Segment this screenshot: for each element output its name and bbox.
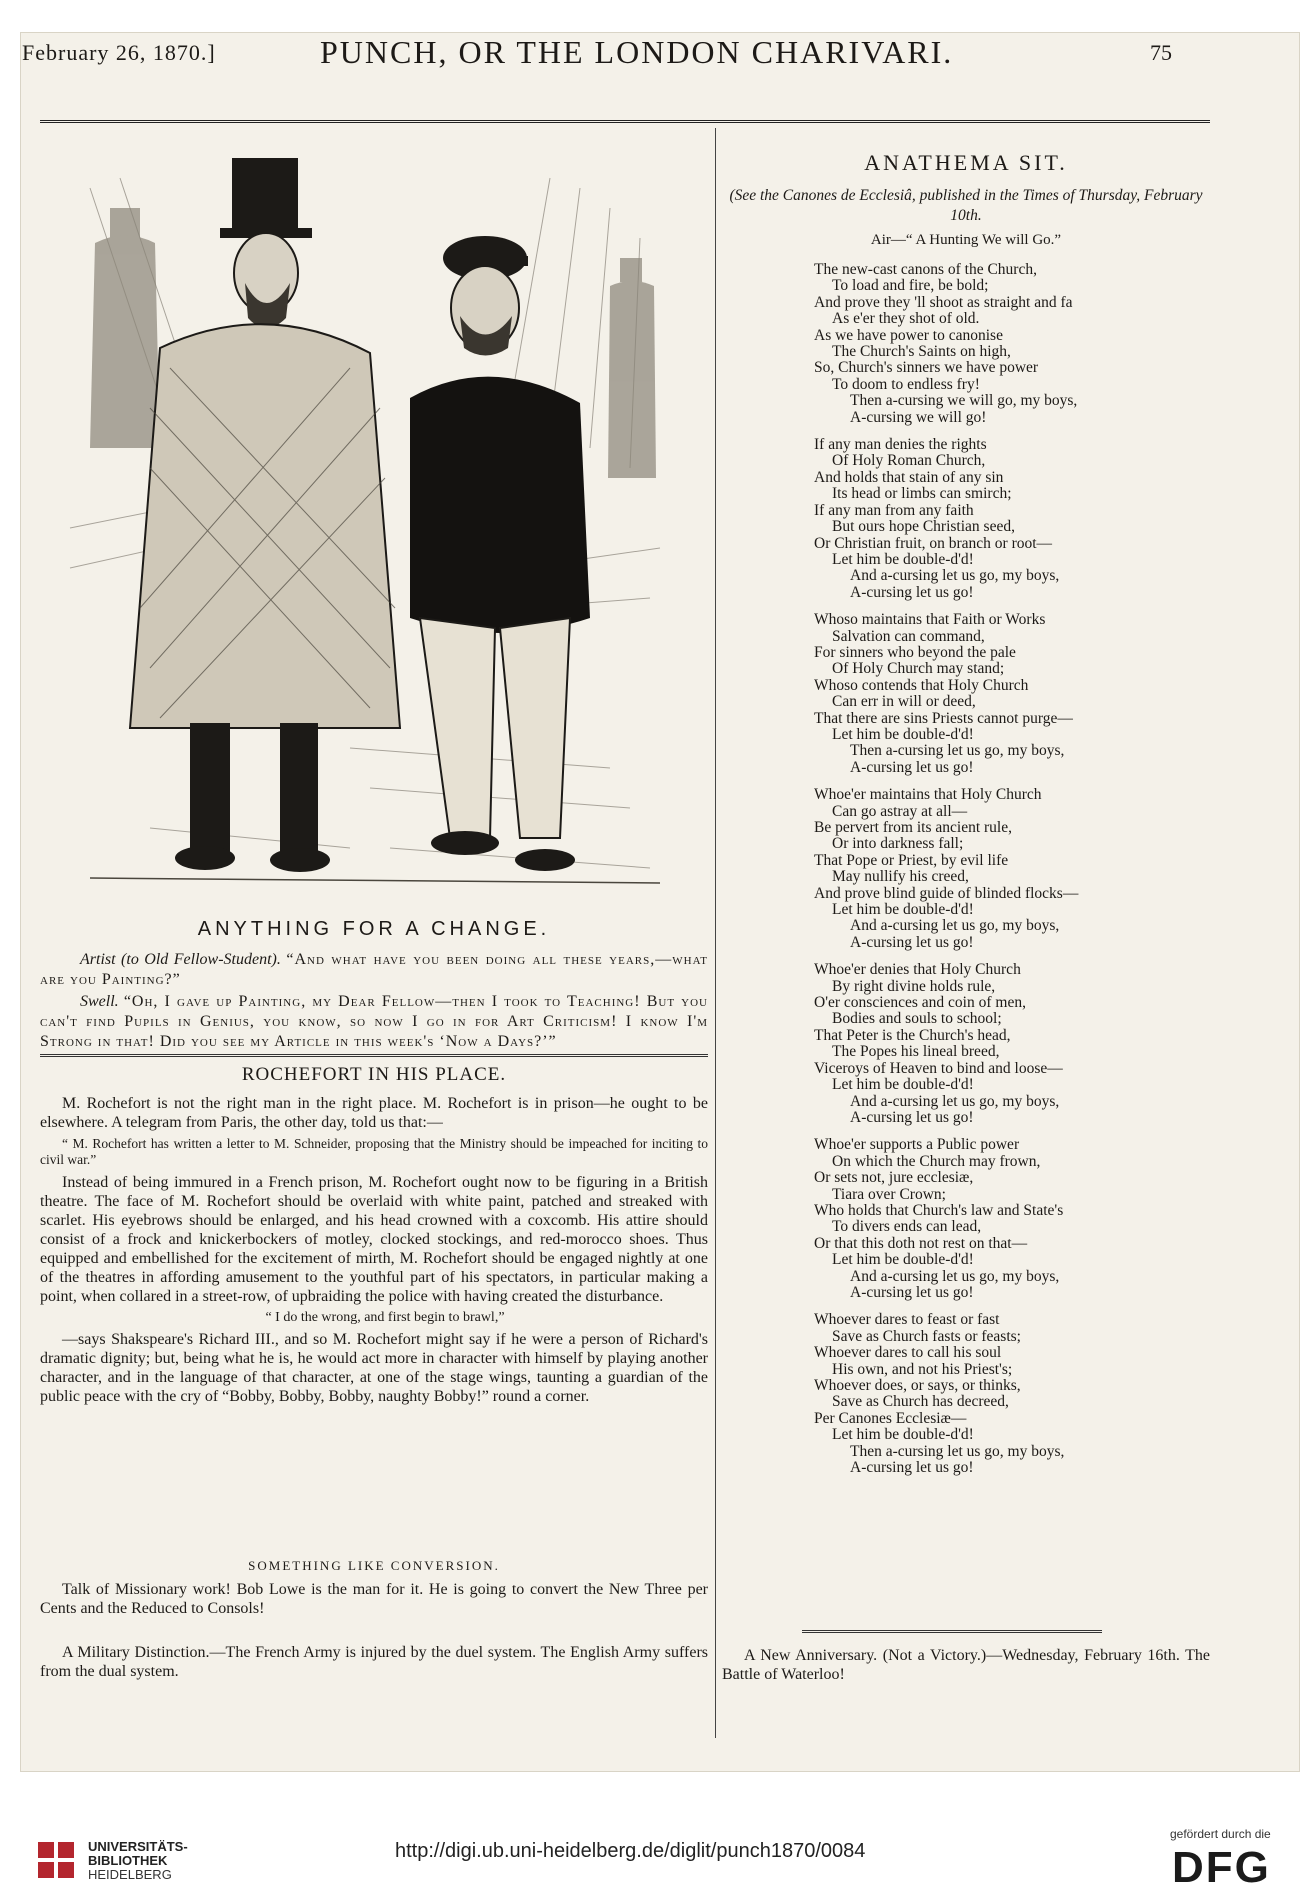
library-name — [88, 1840, 188, 1882]
caption-aside: (to Old Fellow-Student). — [121, 951, 281, 968]
rochefort-para-1: M. Rochefort is not the right man in the right place. M. Rochefort is in prison—he ought to be elsewhere. A telegram from Paris, the other day, told us that:— — [40, 1095, 708, 1131]
poem-line: The Popes his lineal breed, — [832, 1043, 1000, 1061]
poem-line: And a-cursing let us go, my boys, — [850, 1092, 1060, 1110]
poem-line: A-cursing let us go! — [850, 1459, 974, 1477]
rochefort-article — [40, 1094, 708, 1406]
poem-line: Let him be double-d'd! — [832, 725, 974, 743]
rochefort-quote-2: “ I do the wrong, and first begin to brawl,” — [265, 1310, 505, 1325]
poem-line: A-cursing let us go! — [850, 1108, 974, 1126]
poem-line: O'er consciences and coin of men, — [814, 994, 1026, 1012]
poem-line: Be pervert from its ancient rule, — [814, 819, 1012, 836]
poem-stanza — [814, 437, 1204, 601]
poem-line: Can err in will or deed, — [832, 693, 976, 711]
poem-line: Or into darkness fall; — [832, 835, 964, 853]
poem-line: That Pope or Priest, by evil life — [814, 851, 1009, 869]
poem-line: Save as Church fasts or feasts; — [832, 1327, 1021, 1345]
caption-speaker-artist: Artist — [80, 951, 116, 968]
section-rule — [802, 1630, 1102, 1633]
poem-line: Of Holy Church may stand; — [832, 660, 1005, 678]
poem-line: Or that this doth not rest on that— — [814, 1234, 1028, 1252]
poem-stanza — [814, 612, 1204, 776]
poem-line: His own, and not his Priest's; — [832, 1360, 1013, 1378]
poem-stanza — [814, 1137, 1204, 1301]
poem-stanza — [814, 962, 1204, 1126]
poem-line: Whoe'er denies that Holy Church — [814, 961, 1021, 979]
page-number: 75 — [1150, 40, 1172, 65]
cartoon-caption — [40, 950, 708, 1054]
poem-line: And a-cursing let us go, my boys, — [850, 1267, 1060, 1285]
header-rule — [40, 120, 1210, 123]
poem-line: Let him be double-d'd! — [832, 1251, 974, 1269]
poem-line: On which the Church may frown, — [832, 1152, 1041, 1170]
poem-line: A-cursing let us go! — [850, 933, 974, 951]
poem-body — [814, 262, 1204, 1487]
poem-line: A-cursing let us go! — [850, 758, 974, 776]
rochefort-heading: ROCHEFORT IN HIS PLACE. — [241, 1064, 507, 1085]
poem-line: Viceroys of Heaven to bind and loose— — [814, 1059, 1063, 1077]
conversion-heading: SOMETHING LIKE CONVERSION. — [248, 1558, 500, 1573]
anniversary-text: A New Anniversary. (Not a Victory.)—Wednesday, February 16th. The Battle of Waterloo! — [722, 1647, 1210, 1683]
cartoon-engraving — [50, 148, 700, 898]
masthead-title: PUNCH, OR THE LONDON CHARIVARI. — [320, 34, 954, 70]
poem-line: Whoso contends that Holy Church — [814, 676, 1029, 694]
dfg-logo: DFG — [1172, 1843, 1271, 1891]
cartoon-illustration — [50, 148, 700, 898]
poem-line: Who holds that Church's law and State's — [814, 1201, 1064, 1219]
poem-line: Its head or limbs can smirch; — [832, 485, 1012, 503]
poem-line: Or sets not, jure ecclesiæ, — [814, 1169, 974, 1187]
poem-subtitle: (See the Canones de Ecclesiâ, published in the Times of Thursday, February 10th. — [729, 187, 1203, 224]
poem-line: Then a-cursing let us go, my boys, — [850, 1442, 1065, 1460]
poem-line: By right divine holds rule, — [832, 977, 996, 995]
anniversary-item — [722, 1646, 1210, 1684]
poem-line: Then a-cursing we will go, my boys, — [850, 392, 1078, 410]
poem-line: Whoe'er maintains that Holy Church — [814, 786, 1042, 804]
rochefort-quote-1: “ M. Rochefort has written a letter to M. Schneider, proposing that the Ministry should be impeached for inciting to civil war.” — [40, 1136, 708, 1167]
poem-air: Air—“ A Hunting We will Go.” — [870, 232, 1062, 248]
poem-line: Whoever dares to call his soul — [814, 1344, 1002, 1362]
poem-line: Can go astray at all— — [832, 802, 968, 820]
poem-line: Bodies and souls to school; — [832, 1010, 1002, 1028]
poem-line: And prove blind guide of blinded flocks— — [814, 884, 1079, 902]
source-url-link[interactable]: http://digi.ub.uni-heidelberg.de/diglit/punch1870/0084 — [395, 1840, 866, 1862]
poem-line: But ours hope Christian seed, — [832, 518, 1015, 536]
military-item — [40, 1643, 708, 1681]
poem-line: The new-cast canons of the Church, — [814, 261, 1037, 278]
poem-line: To load and fire, be bold; — [832, 277, 989, 295]
military-text: A Military Distinction.—The French Army is injured by the duel system. The English Army suffers from the dual system. — [40, 1644, 708, 1680]
poem-line: A-cursing let us go! — [850, 583, 974, 601]
poem-line: Per Canones Ecclesiæ— — [814, 1409, 967, 1427]
rochefort-para-3: —says Shakspeare's Richard III., and so M. Rochefort might say if he were a person of Richard's dramatic dignity; but, being what he is, he would act more in character with himself by playing another character, and in the language of that character, at one of the stage wings, taunting a guardian of the public peace with the cry of “Bobby, Bobby, Bobby, naughty Bobby!” round a corner. — [40, 1331, 708, 1405]
poem-line: That Peter is the Church's head, — [814, 1026, 1011, 1044]
poem-line: Let him be double-d'd! — [832, 901, 974, 919]
poem-line: Whoever does, or says, or thinks, — [814, 1377, 1021, 1394]
poem-line: A-cursing we will go! — [850, 408, 987, 426]
poem-line: Of Holy Roman Church, — [832, 452, 986, 470]
poem-line: A-cursing let us go! — [850, 1283, 974, 1301]
poem-line: Whoso maintains that Faith or Works — [814, 611, 1046, 629]
column-divider — [715, 128, 716, 1738]
poem-line: As e'er they shot of old. — [832, 310, 980, 328]
poem-line: And prove they 'll shoot as straight and fa — [814, 293, 1073, 311]
poem-line: Save as Church has decreed, — [832, 1393, 1009, 1411]
rochefort-para-2: Instead of being immured in a French prison, M. Rochefort ought now to be figuring in a British theatre. The face of M. Rochefort should be overlaid with white paint, patched and streaked with scarlet. His eyebrows should be enlarged, and his head crowned with a coxcomb. His attire should consist of a frock and knickerbockers of motley, clocked stockings, and red-morocco shoes. Thus equipped and embellished for the excitement of mirth, M. Rochefort should be engaged nightly at one of the theatres in affording amusement to the youthful part of his spectators, in particular making a point, when collared in a street-row, of upbraiding the police with having created the disturbance. — [40, 1174, 708, 1305]
poem-line: The Church's Saints on high, — [832, 343, 1011, 361]
poem-line: Then a-cursing let us go, my boys, — [850, 742, 1065, 760]
library-name-line: HEIDELBERG — [88, 1867, 172, 1882]
poem-line: Let him be double-d'd! — [832, 1426, 974, 1444]
poem-line: For sinners who beyond the pale — [814, 643, 1016, 661]
poem-line: May nullify his creed, — [832, 868, 969, 886]
poem-line: As we have power to canonise — [814, 326, 1003, 344]
cartoon-title: ANYTHING FOR A CHANGE. — [197, 918, 551, 940]
poem-title: ANATHEMA SIT. — [864, 150, 1068, 175]
caption-line-2: “Oh, I gave up Painting, my Dear Fellow—then I took to Teaching! But you can't find Pupils in Genius, you know, so now I go in for Art Criticism! I know I'm Strong in that! Did you see my Article in this week's ‘Now a Days?’” — [40, 993, 709, 1050]
conversion-article — [40, 1580, 708, 1618]
poem-line: So, Church's sinners we have power — [814, 359, 1039, 377]
section-rule — [40, 1054, 708, 1057]
poem-stanza — [814, 262, 1204, 426]
poem-line: If any man from any faith — [814, 501, 974, 519]
poem-line: That there are sins Priests cannot purge— — [814, 709, 1073, 727]
library-name-line: BIBLIOTHEK — [88, 1853, 168, 1868]
caption-line-1: “And what have you been doing all these years,—what are you Painting?” — [40, 951, 709, 988]
poem-line: And a-cursing let us go, my boys, — [850, 917, 1060, 935]
poem-line: If any man denies the rights — [814, 436, 987, 454]
poem-line: And a-cursing let us go, my boys, — [850, 567, 1060, 585]
poem-line: To divers ends can lead, — [832, 1218, 982, 1236]
poem-line: Salvation can command, — [832, 627, 985, 645]
poem-line: Whoe'er supports a Public power — [814, 1136, 1020, 1154]
poem-line: To doom to endless fry! — [832, 375, 980, 393]
university-library-logo-icon — [38, 1842, 74, 1878]
poem-line: Whoever dares to feast or fast — [814, 1311, 1000, 1329]
poem-line: Tiara over Crown; — [832, 1185, 946, 1203]
poem-line: Let him be double-d'd! — [832, 1076, 974, 1094]
caption-speaker-swell: Swell. — [80, 993, 119, 1010]
poem-line: Let him be double-d'd! — [832, 550, 974, 568]
funding-note: gefördert durch die — [1170, 1827, 1271, 1841]
poem-stanza — [814, 787, 1204, 951]
poem-line: And holds that stain of any sin — [814, 468, 1004, 486]
library-name-line: UNIVERSITÄTS- — [88, 1839, 188, 1854]
conversion-text: Talk of Missionary work! Bob Lowe is the man for it. He is going to convert the New Three per Cents and the Reduced to Consols! — [40, 1581, 708, 1617]
poem-line: Or Christian fruit, on branch or root— — [814, 534, 1053, 552]
issue-date: February 26, 1870.] — [22, 40, 216, 65]
poem-stanza — [814, 1312, 1204, 1476]
